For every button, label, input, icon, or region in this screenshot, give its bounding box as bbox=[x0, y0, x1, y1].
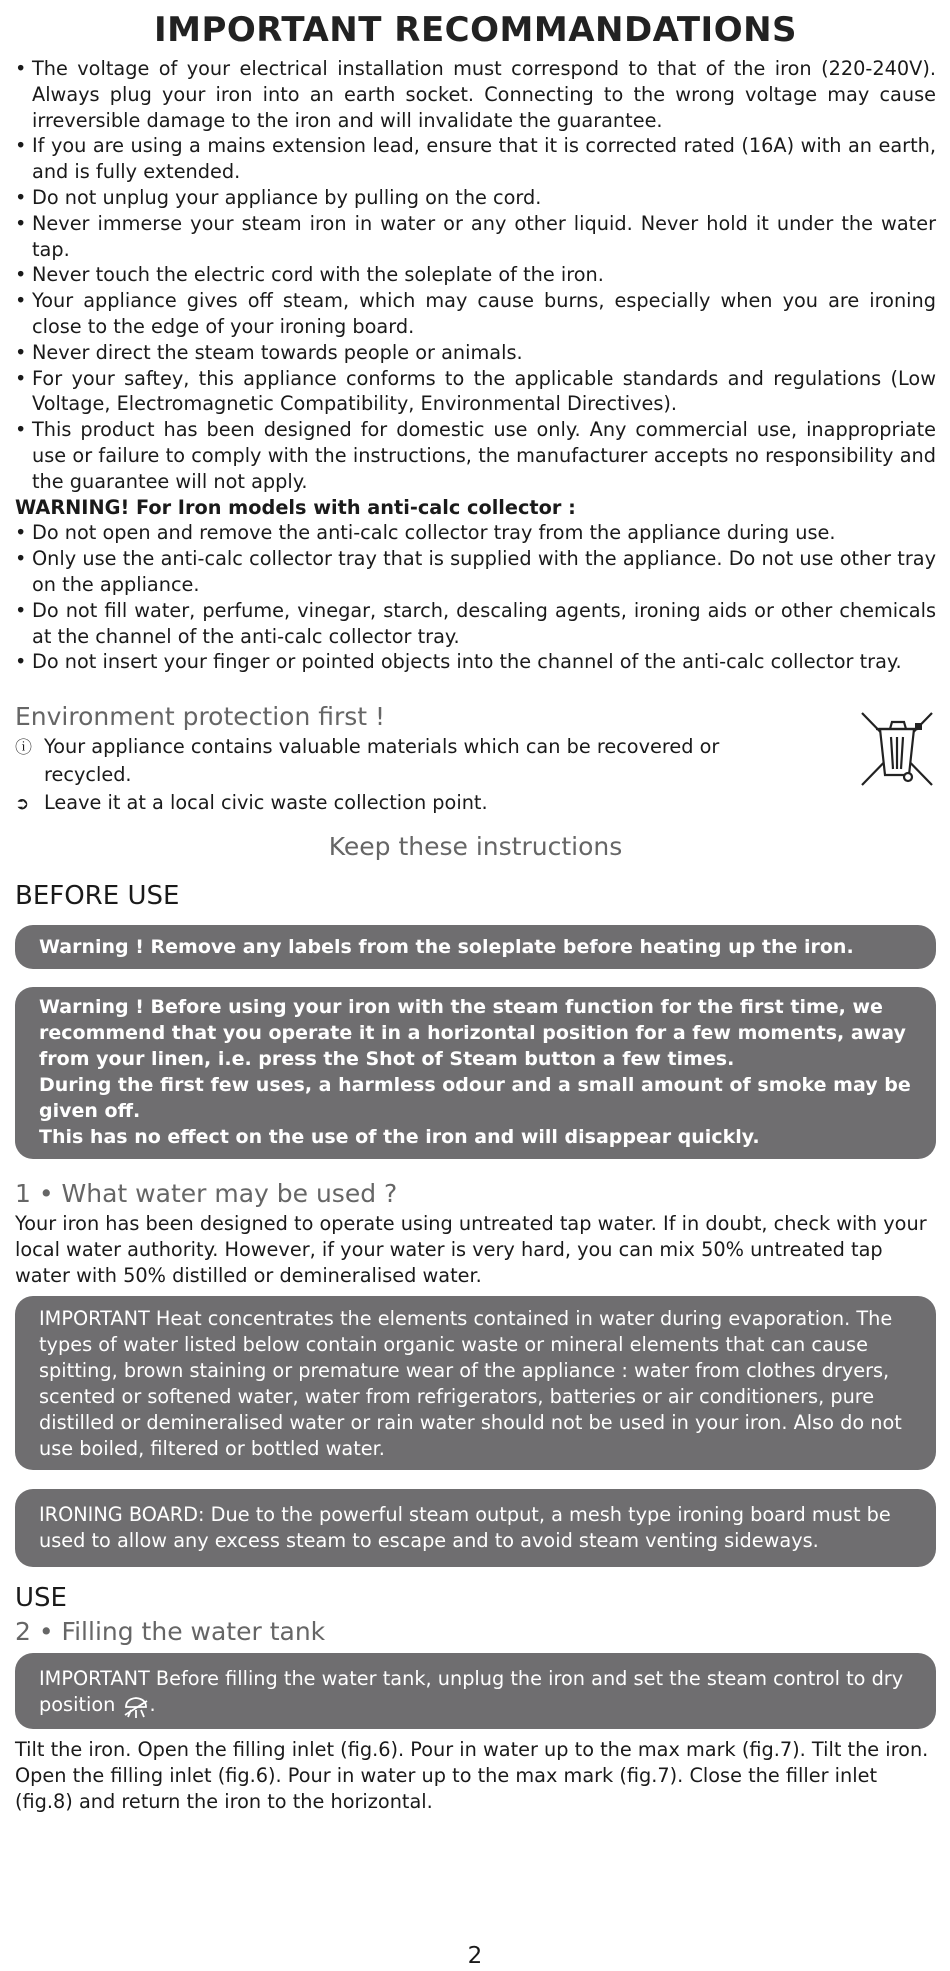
recommendation-item-text: Never touch the electric cord with the soleplate of the iron. bbox=[32, 263, 604, 287]
anticalc-item bbox=[15, 598, 936, 650]
info-icon: ⓘ bbox=[15, 738, 32, 759]
warning-steam-line: This has no effect on the use of the iron and will disappear quickly. bbox=[39, 1126, 760, 1149]
ironing-board-box bbox=[15, 1489, 936, 1567]
recommendation-item-text: Never immerse your steam iron in water or any other liquid. Never hold it under the water tap. bbox=[32, 211, 936, 261]
recommendation-item-text: Do not unplug your appliance by pulling on the cord. bbox=[32, 185, 542, 209]
anticalc-item bbox=[15, 546, 936, 598]
bullet-marker: • bbox=[15, 289, 27, 313]
crossed-bin-icon bbox=[858, 709, 936, 789]
bullet-marker: • bbox=[15, 263, 27, 287]
use-heading: USE bbox=[15, 1583, 67, 1614]
recommendation-item-text: The voltage of your electrical installation must correspond to that of the iron (220-240V). Always plug your iron into an earth socket. Connecting to the wrong voltage may cause irreversible damage to the iron and will invalidate the guarantee. bbox=[32, 57, 936, 132]
keep-instructions: Keep these instructions bbox=[328, 832, 623, 862]
recommendation-item bbox=[15, 56, 936, 133]
recommendation-item bbox=[15, 211, 936, 263]
recommendation-item bbox=[15, 366, 936, 418]
anticalc-item bbox=[15, 649, 936, 675]
warning-labels-text: Warning ! Remove any labels from the soleplate before heating up the iron. bbox=[39, 936, 854, 959]
recommendation-item bbox=[15, 185, 936, 211]
bullet-marker: • bbox=[15, 366, 27, 390]
recommendation-item-text: This product has been designed for domestic use only. Any commercial use, inappropriate use or failure to comply with the instructions, the manufacturer accepts no responsibility and the guarantee will not apply. bbox=[32, 418, 936, 493]
recommendations-list bbox=[15, 56, 936, 495]
water-heading: 1 • What water may be used ? bbox=[15, 1179, 398, 1209]
recommendation-item-text: Your appliance gives off steam, which may cause burns, especially when you are ironing close to the edge of your ironing board. bbox=[32, 289, 936, 338]
environment-info-text: Your appliance contains valuable materials which can be recovered or recycled. bbox=[44, 735, 720, 787]
filling-heading: 2 • Filling the water tank bbox=[15, 1617, 326, 1647]
filling-important-para bbox=[39, 1666, 912, 1719]
water-text: Your iron has been designed to operate using untreated tap water. If in doubt, check with your local water authority. However, if your water is very hard, you can mix 50% untreated tap water with 50% distilled or demineralised water. bbox=[15, 1212, 927, 1288]
bullet-marker: • bbox=[15, 340, 27, 364]
anticalc-item-text: Only use the anti-calc collector tray that is supplied with the appliance. Do not use other tray on the appliance. bbox=[32, 547, 936, 596]
warning-steam-line: Warning ! Before using your iron with the steam function for the first time, we recommend that you operate it in a horizontal position for a few moments, away from your linen, i.e. press the Shot of Steam button a few times. bbox=[39, 996, 906, 1071]
recommendation-item bbox=[15, 262, 936, 288]
bullet-marker: • bbox=[15, 185, 27, 209]
recommendation-item bbox=[15, 417, 936, 494]
filling-important-end: . bbox=[149, 1693, 156, 1717]
recommendation-item-text: For your saftey, this appliance conforms to the applicable standards and regulations (Low Voltage, Electromagnetic Compatibility, Environmental Directives). bbox=[32, 366, 936, 416]
recommendation-item-text: If you are using a mains extension lead, ensure that it is corrected rated (16A) with an earth, and is fully extended. bbox=[32, 134, 936, 184]
anticalc-item bbox=[15, 520, 936, 546]
bullet-marker: • bbox=[15, 598, 27, 622]
recommendation-item bbox=[15, 133, 936, 185]
bullet-marker: • bbox=[15, 521, 27, 545]
arrow-icon: ➲ bbox=[15, 794, 30, 815]
anticalc-list bbox=[15, 520, 936, 675]
ironing-board-text: IRONING BOARD: Due to the powerful steam output, a mesh type ironing board must be used to allow any excess steam to escape and to avoid steam venting sideways. bbox=[39, 1503, 891, 1553]
page-title: IMPORTANT RECOMMANDATIONS bbox=[153, 10, 798, 50]
dry-steam-icon bbox=[122, 1693, 150, 1719]
bullet-marker: • bbox=[15, 418, 27, 442]
important-water-box bbox=[15, 1296, 936, 1470]
anticalc-item-text: Do not fill water, perfume, vinegar, starch, descaling agents, ironing aids or other chemicals at the channel of the anti-calc collector tray. bbox=[32, 598, 936, 648]
warning-steam-line: During the first few uses, a harmless odour and a small amount of smoke may be given off. bbox=[39, 1074, 911, 1123]
recommendation-item bbox=[15, 288, 936, 340]
bullet-marker: • bbox=[15, 134, 27, 158]
anticalc-warning: WARNING! For Iron models with anti-calc collector : bbox=[15, 495, 576, 519]
filling-text: Tilt the iron. Open the filling inlet (fig.6). Pour in water up to the max mark (fig.7). Tilt the iron. Open the filling inlet (fig.6). Pour in water up to the max mark (fig.7). Close the filler inlet (fig.8) and return the iron to the horizontal. bbox=[15, 1737, 929, 1813]
environment-section bbox=[15, 701, 936, 827]
environment-arrow bbox=[15, 789, 804, 817]
warning-steam-box bbox=[15, 987, 936, 1159]
bullet-marker: • bbox=[15, 57, 27, 80]
anticalc-item-text: Do not open and remove the anti-calc collector tray from the appliance during use. bbox=[32, 521, 836, 545]
environment-arrow-text: Leave it at a local civic waste collection point. bbox=[44, 791, 488, 815]
before-use-heading: BEFORE USE bbox=[15, 881, 180, 912]
bullet-marker: • bbox=[15, 211, 27, 235]
recommendation-item bbox=[15, 340, 936, 366]
bullet-marker: • bbox=[15, 650, 27, 674]
environment-heading: Environment protection first ! bbox=[15, 702, 386, 732]
recommendation-item-text: Never direct the steam towards people or animals. bbox=[32, 340, 523, 364]
warning-labels-box bbox=[15, 925, 936, 969]
environment-info bbox=[15, 733, 804, 789]
important-water-text: IMPORTANT Heat concentrates the elements contained in water during evaporation. The types of water listed below contain organic waste or mineral elements that can cause spitting, brown staining or premature wear of the appliance : water from clothes dryers, scented or softened water, water from refrigerators, batteries or air conditioners, pure distilled or demineralised water or rain water should not be used in your iron. Also do not use boiled, filtered or bottled water. bbox=[39, 1307, 902, 1461]
page-number: 2 bbox=[467, 1943, 483, 1969]
anticalc-item-text: Do not insert your finger or pointed objects into the channel of the anti-calc collector tray. bbox=[32, 650, 902, 674]
filling-important-text: IMPORTANT Before filling the water tank, unplug the iron and set the steam control to dry position bbox=[39, 1667, 904, 1717]
bullet-marker: • bbox=[15, 547, 27, 571]
filling-important-box bbox=[15, 1653, 936, 1729]
